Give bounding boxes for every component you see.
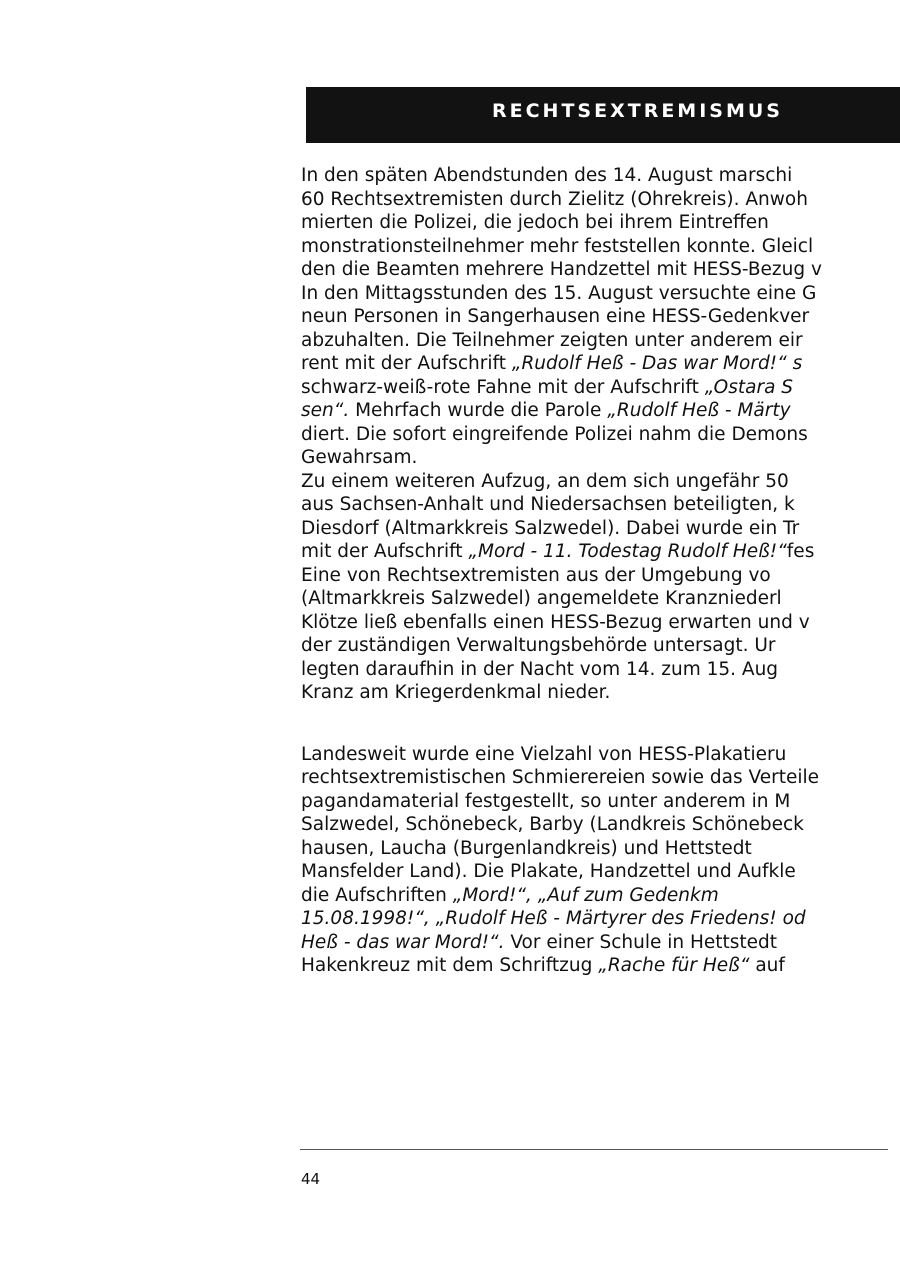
- italic-quote: „Ostara S: [704, 376, 794, 398]
- text-line: [301, 564, 900, 588]
- text-line: [301, 470, 900, 494]
- text-line: [301, 352, 900, 376]
- text-run: den die Beamten mehrere Handzettel mit HESS-Bezug v: [301, 259, 822, 280]
- italic-quote: „Mord!“, „Auf zum Gedenkm: [452, 884, 719, 906]
- text-line: [301, 611, 900, 635]
- text-run: Hakenkreuz mit dem Schriftzug: [301, 955, 599, 976]
- italic-quote: „Rache für Heß“: [598, 955, 750, 976]
- text-run: monstrationsteilnehmer mehr feststellen konnte. Gleicl: [301, 235, 814, 257]
- text-run: Landesweit wurde eine Vielzahl von HESS-Plakatieru: [301, 743, 787, 765]
- text-run: Eine von Rechtsextremisten aus der Umgebung vo: [301, 564, 771, 586]
- paragraph: [301, 743, 900, 978]
- paragraph: [301, 164, 900, 470]
- text-line: [301, 658, 900, 682]
- text-run: abzuhalten. Die Teilnehmer zeigten unter anderem eir: [301, 329, 803, 351]
- text-run: Mansfelder Land). Die Plakate, Handzettel und Aufkle: [301, 861, 796, 882]
- text-run: neun Personen in Sangerhausen eine HESS-Gedenkver: [301, 306, 810, 327]
- text-line: [301, 587, 900, 611]
- italic-quote: „Mord - 11. Todestag Rudolf Heß!“: [468, 541, 787, 562]
- text-line: [301, 211, 900, 235]
- text-line: [301, 305, 900, 329]
- text-line: [301, 376, 900, 400]
- text-run: hausen, Laucha (Burgenlandkreis) und Hettstedt: [301, 837, 752, 859]
- text-run: fes: [786, 541, 815, 562]
- body-text: [301, 164, 900, 1124]
- text-line: [301, 540, 900, 564]
- text-run: Klötze ließ ebenfalls einen HESS-Bezug erwarten und v: [301, 611, 810, 633]
- text-run: schwarz-weiß-rote Fahne mit der Aufschrift: [301, 376, 705, 398]
- text-run: rent mit der Aufschrift: [301, 353, 512, 374]
- text-run: rechtsextremistischen Schmierereien sowie das Verteile: [301, 767, 819, 788]
- text-line: [301, 235, 900, 259]
- text-run: auf: [749, 955, 785, 976]
- text-line: [301, 790, 900, 814]
- text-line: [301, 743, 900, 767]
- text-run: Gewahrsam.: [301, 447, 418, 468]
- italic-quote: sen“.: [301, 400, 350, 421]
- italic-quote: „Rudolf Heß - Märty: [607, 400, 791, 421]
- text-run: Salzwedel, Schönebeck, Barby (Landkreis Schönebeck: [301, 814, 804, 835]
- text-run: mit der Aufschrift: [301, 541, 469, 562]
- text-line: [301, 954, 900, 978]
- text-line: [301, 884, 900, 908]
- text-run: Diesdorf (Altmarkkreis Salzwedel). Dabei wurde ein Tr: [301, 517, 800, 539]
- text-line: [301, 517, 900, 541]
- text-line: [301, 423, 900, 447]
- text-line: [301, 258, 900, 282]
- section-header-bar: [306, 87, 900, 143]
- page-number: 44: [301, 1170, 321, 1188]
- text-line: [301, 446, 900, 470]
- text-line: [301, 634, 900, 658]
- text-line: [301, 931, 900, 955]
- text-line: [301, 681, 900, 705]
- text-run: Zu einem weiteren Aufzug, an dem sich ungefähr 50: [301, 470, 789, 492]
- text-run: 60 Rechtsextremisten durch Zielitz (Ohrekreis). Anwoh: [301, 188, 808, 210]
- text-run: (Altmarkkreis Salzwedel) angemeldete Kranzniederl: [301, 588, 782, 609]
- text-line: [301, 329, 900, 353]
- text-run: mierten die Polizei, die jedoch bei ihrem Eintreffen: [301, 212, 769, 233]
- italic-quote: Heß - das war Mord!“.: [301, 931, 505, 953]
- text-line: [301, 188, 900, 212]
- text-line: [301, 860, 900, 884]
- text-line: [301, 837, 900, 861]
- text-run: Mehrfach wurde die Parole: [349, 400, 608, 421]
- text-run: In den Mittagsstunden des 15. August versuchte eine G: [301, 282, 817, 304]
- text-line: [301, 164, 900, 188]
- text-run: In den späten Abendstunden des 14. August marschi: [301, 165, 793, 186]
- text-line: [301, 813, 900, 837]
- footer-divider: [300, 1149, 888, 1150]
- italic-quote: 15.08.1998!“, „Rudolf Heß - Märtyrer des Friedens! od: [301, 908, 806, 929]
- text-run: diert. Die sofort eingreifende Polizei nahm die Demons: [301, 423, 808, 445]
- text-run: der zuständigen Verwaltungsbehörde untersagt. Ur: [301, 635, 776, 656]
- text-run: pagandamaterial festgestellt, so unter anderem in M: [301, 790, 791, 812]
- text-line: [301, 399, 900, 423]
- text-line: [301, 493, 900, 517]
- text-line: [301, 907, 900, 931]
- text-run: legten daraufhin in der Nacht vom 14. zum 15. Aug: [301, 658, 779, 680]
- text-run: Kranz am Kriegerdenkmal nieder.: [301, 682, 611, 703]
- text-line: [301, 282, 900, 306]
- text-line: [301, 766, 900, 790]
- section-title: RECHTSEXTREMISMUS: [492, 100, 783, 122]
- text-run: Vor einer Schule in Hettstedt: [504, 931, 778, 953]
- text-run: aus Sachsen-Anhalt und Niedersachsen beteiligten, k: [301, 494, 795, 515]
- paragraph: [301, 564, 900, 705]
- paragraph: [301, 470, 900, 564]
- italic-quote: „Rudolf Heß - Das war Mord!“ s: [511, 353, 803, 374]
- paragraph-spacer: [301, 705, 900, 743]
- text-run: die Aufschriften: [301, 884, 453, 906]
